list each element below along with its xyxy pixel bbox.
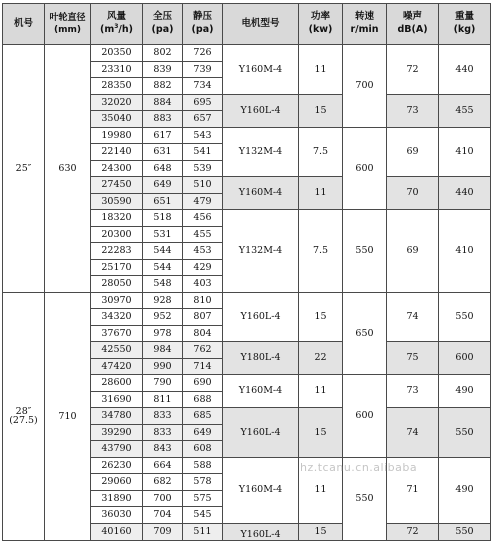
- cell-impeller-dia: 630: [45, 45, 91, 293]
- cell-motor-model: Y160L-4: [223, 408, 299, 458]
- cell-airflow: 40160: [91, 523, 143, 541]
- cell-static-pressure: 403: [183, 276, 223, 293]
- cell-motor-model: Y180L-4: [223, 342, 299, 375]
- model-no-text: 25″: [15, 162, 32, 174]
- cell-airflow: 30970: [91, 292, 143, 309]
- cell-total-pressure: 651: [143, 193, 183, 210]
- cell-total-pressure: 833: [143, 408, 183, 425]
- cell-static-pressure: 690: [183, 375, 223, 392]
- header-total-pressure: 全压 (pa): [143, 4, 183, 45]
- cell-airflow: 34320: [91, 309, 143, 326]
- cell-power: 7.5: [299, 210, 343, 293]
- fan-spec-table: [2, 3, 491, 541]
- cell-motor-model: Y132M-4: [223, 210, 299, 293]
- cell-total-pressure: 617: [143, 127, 183, 144]
- cell-weight: 440: [439, 177, 491, 210]
- cell-total-pressure: 700: [143, 490, 183, 507]
- cell-speed: 600: [343, 127, 387, 210]
- cell-motor-model: Y160M-4: [223, 177, 299, 210]
- cell-power: 15: [299, 94, 343, 127]
- cell-static-pressure: 695: [183, 94, 223, 111]
- header-impeller-dia: 叶轮直径 (mm): [45, 4, 91, 45]
- cell-model-no: [3, 45, 45, 293]
- cell-airflow: 32020: [91, 94, 143, 111]
- cell-airflow: 22283: [91, 243, 143, 260]
- cell-airflow: 29060: [91, 474, 143, 491]
- cell-noise: 72: [387, 45, 439, 95]
- cell-total-pressure: 839: [143, 61, 183, 78]
- cell-airflow: 47420: [91, 358, 143, 375]
- cell-speed: 550: [343, 210, 387, 293]
- cell-noise: 74: [387, 292, 439, 342]
- cell-static-pressure: 429: [183, 259, 223, 276]
- cell-weight: 550: [439, 523, 491, 541]
- cell-total-pressure: 790: [143, 375, 183, 392]
- cell-impeller-dia: 710: [45, 292, 91, 541]
- cell-static-pressure: 762: [183, 342, 223, 359]
- cell-static-pressure: 657: [183, 111, 223, 128]
- cell-total-pressure: 833: [143, 424, 183, 441]
- cell-airflow: 39290: [91, 424, 143, 441]
- cell-noise: 73: [387, 94, 439, 127]
- header-weight: 重量 (kg): [439, 4, 491, 45]
- cell-airflow: 30590: [91, 193, 143, 210]
- cell-airflow: 25170: [91, 259, 143, 276]
- cell-power: 15: [299, 523, 343, 541]
- cell-total-pressure: 631: [143, 144, 183, 161]
- cell-airflow: 23310: [91, 61, 143, 78]
- cell-total-pressure: 952: [143, 309, 183, 326]
- cell-motor-model: Y160M-4: [223, 45, 299, 95]
- fan-spec-table-wrapper: [2, 3, 490, 541]
- cell-total-pressure: 682: [143, 474, 183, 491]
- cell-model-no: [3, 292, 45, 541]
- cell-total-pressure: 802: [143, 45, 183, 62]
- cell-total-pressure: 811: [143, 391, 183, 408]
- cell-noise: 75: [387, 342, 439, 375]
- cell-static-pressure: 575: [183, 490, 223, 507]
- cell-noise: 73: [387, 375, 439, 408]
- cell-weight: 490: [439, 457, 491, 523]
- cell-total-pressure: 548: [143, 276, 183, 293]
- table-header-row: [3, 4, 491, 45]
- model-no-sub-text: (27.5): [9, 415, 38, 427]
- cell-total-pressure: 649: [143, 177, 183, 194]
- cell-noise: 72: [387, 523, 439, 541]
- cell-total-pressure: 648: [143, 160, 183, 177]
- cell-static-pressure: 714: [183, 358, 223, 375]
- cell-weight: 410: [439, 210, 491, 293]
- header-speed: 转速 r/min: [343, 4, 387, 45]
- cell-total-pressure: 544: [143, 259, 183, 276]
- cell-airflow: 28350: [91, 78, 143, 95]
- cell-total-pressure: 518: [143, 210, 183, 227]
- cell-airflow: 37670: [91, 325, 143, 342]
- cell-total-pressure: 978: [143, 325, 183, 342]
- cell-total-pressure: 883: [143, 111, 183, 128]
- cell-airflow: 27450: [91, 177, 143, 194]
- cell-static-pressure: 456: [183, 210, 223, 227]
- cell-static-pressure: 726: [183, 45, 223, 62]
- cell-airflow: 26230: [91, 457, 143, 474]
- cell-total-pressure: 984: [143, 342, 183, 359]
- header-power: 功率 (kw): [299, 4, 343, 45]
- header-static-pressure: 静压 (pa): [183, 4, 223, 45]
- cell-static-pressure: 810: [183, 292, 223, 309]
- cell-static-pressure: 734: [183, 78, 223, 95]
- cell-weight: 455: [439, 94, 491, 127]
- cell-static-pressure: 739: [183, 61, 223, 78]
- cell-weight: 410: [439, 127, 491, 177]
- header-model-no: 机号: [3, 4, 45, 45]
- cell-noise: 71: [387, 457, 439, 523]
- cell-static-pressure: 455: [183, 226, 223, 243]
- cell-motor-model: Y160M-4: [223, 375, 299, 408]
- cell-static-pressure: 608: [183, 441, 223, 458]
- watermark: hz.tcanu.cn.alibaba: [300, 461, 418, 474]
- cell-noise: 74: [387, 408, 439, 458]
- cell-power: 11: [299, 457, 343, 523]
- cell-total-pressure: 544: [143, 243, 183, 260]
- cell-airflow: 20300: [91, 226, 143, 243]
- cell-airflow: 34780: [91, 408, 143, 425]
- cell-static-pressure: 539: [183, 160, 223, 177]
- cell-motor-model: Y160L-4: [223, 523, 299, 541]
- cell-speed: 650: [343, 292, 387, 375]
- cell-static-pressure: 510: [183, 177, 223, 194]
- cell-motor-model: Y132M-4: [223, 127, 299, 177]
- model-no-text: 28″: [15, 405, 32, 417]
- cell-static-pressure: 649: [183, 424, 223, 441]
- header-airflow: 风量 $(m^3/h)$: [91, 4, 143, 45]
- cell-speed: 600: [343, 375, 387, 458]
- cell-airflow: 22140: [91, 144, 143, 161]
- cell-airflow: 36030: [91, 507, 143, 524]
- cell-static-pressure: 541: [183, 144, 223, 161]
- cell-airflow: 24300: [91, 160, 143, 177]
- cell-power: 11: [299, 177, 343, 210]
- cell-airflow: 18320: [91, 210, 143, 227]
- cell-static-pressure: 578: [183, 474, 223, 491]
- cell-airflow: 31890: [91, 490, 143, 507]
- cell-static-pressure: 543: [183, 127, 223, 144]
- cell-static-pressure: 511: [183, 523, 223, 541]
- cell-power: 11: [299, 45, 343, 95]
- cell-noise: 69: [387, 127, 439, 177]
- cell-weight: 600: [439, 342, 491, 375]
- table-row: [3, 45, 491, 62]
- cell-airflow: 20350: [91, 45, 143, 62]
- cell-weight: 440: [439, 45, 491, 95]
- cell-total-pressure: 664: [143, 457, 183, 474]
- cell-airflow: 28050: [91, 276, 143, 293]
- cell-noise: 70: [387, 177, 439, 210]
- cell-airflow: 31690: [91, 391, 143, 408]
- cell-motor-model: Y160L-4: [223, 94, 299, 127]
- cell-total-pressure: 990: [143, 358, 183, 375]
- cell-power: 15: [299, 292, 343, 342]
- cell-speed: 700: [343, 45, 387, 128]
- cell-weight: 550: [439, 408, 491, 458]
- cell-power: 7.5: [299, 127, 343, 177]
- cell-motor-model: Y160L-4: [223, 292, 299, 342]
- cell-static-pressure: 685: [183, 408, 223, 425]
- cell-airflow: 43790: [91, 441, 143, 458]
- table-body: [3, 45, 491, 541]
- cell-airflow: 42550: [91, 342, 143, 359]
- cell-speed: 550: [343, 457, 387, 541]
- cell-static-pressure: 453: [183, 243, 223, 260]
- cell-power: 15: [299, 408, 343, 458]
- cell-static-pressure: 588: [183, 457, 223, 474]
- cell-power: 11: [299, 375, 343, 408]
- cell-total-pressure: 531: [143, 226, 183, 243]
- cell-airflow: 35040: [91, 111, 143, 128]
- cell-static-pressure: 479: [183, 193, 223, 210]
- cell-static-pressure: 804: [183, 325, 223, 342]
- cell-total-pressure: 882: [143, 78, 183, 95]
- cell-total-pressure: 884: [143, 94, 183, 111]
- cell-static-pressure: 807: [183, 309, 223, 326]
- cell-static-pressure: 688: [183, 391, 223, 408]
- cell-static-pressure: 545: [183, 507, 223, 524]
- cell-motor-model: Y160M-4: [223, 457, 299, 523]
- cell-total-pressure: 709: [143, 523, 183, 541]
- header-motor-model: 电机型号: [223, 4, 299, 45]
- cell-noise: 69: [387, 210, 439, 293]
- header-noise: 噪声 dB(A): [387, 4, 439, 45]
- cell-weight: 490: [439, 375, 491, 408]
- cell-total-pressure: 704: [143, 507, 183, 524]
- cell-total-pressure: 843: [143, 441, 183, 458]
- cell-airflow: 19980: [91, 127, 143, 144]
- cell-airflow: 28600: [91, 375, 143, 392]
- cell-power: 22: [299, 342, 343, 375]
- cell-total-pressure: 928: [143, 292, 183, 309]
- table-row: [3, 292, 491, 309]
- cell-weight: 550: [439, 292, 491, 342]
